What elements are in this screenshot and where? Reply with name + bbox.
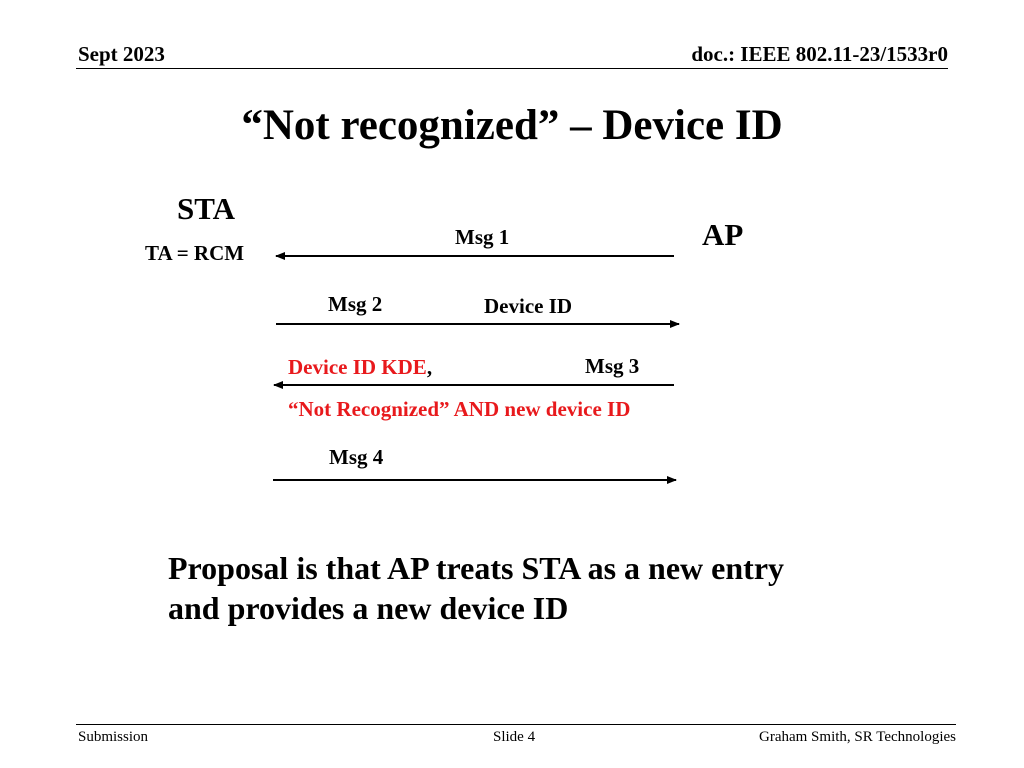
footer-slide-number: Slide 4 xyxy=(493,729,536,745)
proposal-line-2: and provides a new device ID xyxy=(168,590,569,626)
proposal-line-1: Proposal is that AP treats STA as a new entry xyxy=(168,550,785,586)
device-id-kde: Device ID KDE xyxy=(288,355,427,379)
header-date: Sept 2023 xyxy=(78,42,165,66)
msg3-content-line2: “Not Recognized” AND new device ID xyxy=(288,397,631,421)
msg4-label: Msg 4 xyxy=(329,445,384,469)
msg2-content: Device ID xyxy=(484,294,573,318)
msg1-label: Msg 1 xyxy=(455,225,510,249)
msg3-label: Msg 3 xyxy=(585,354,640,378)
proposal-text xyxy=(168,548,784,628)
footer-author: Graham Smith, SR Technologies xyxy=(759,729,956,745)
msg3-comma: , xyxy=(426,355,433,379)
sta-label: STA xyxy=(177,191,236,226)
footer-divider xyxy=(76,724,956,725)
slide-title: “Not recognized” – Device ID xyxy=(241,102,783,149)
ap-label: AP xyxy=(702,217,744,252)
header-doc-id: doc.: IEEE 802.11-23/1533r0 xyxy=(691,42,948,66)
msg3-content-line1 xyxy=(288,355,432,379)
footer-submission: Submission xyxy=(78,729,149,745)
ta-rcm-label: TA = RCM xyxy=(145,241,245,265)
msg2-label: Msg 2 xyxy=(328,292,383,316)
